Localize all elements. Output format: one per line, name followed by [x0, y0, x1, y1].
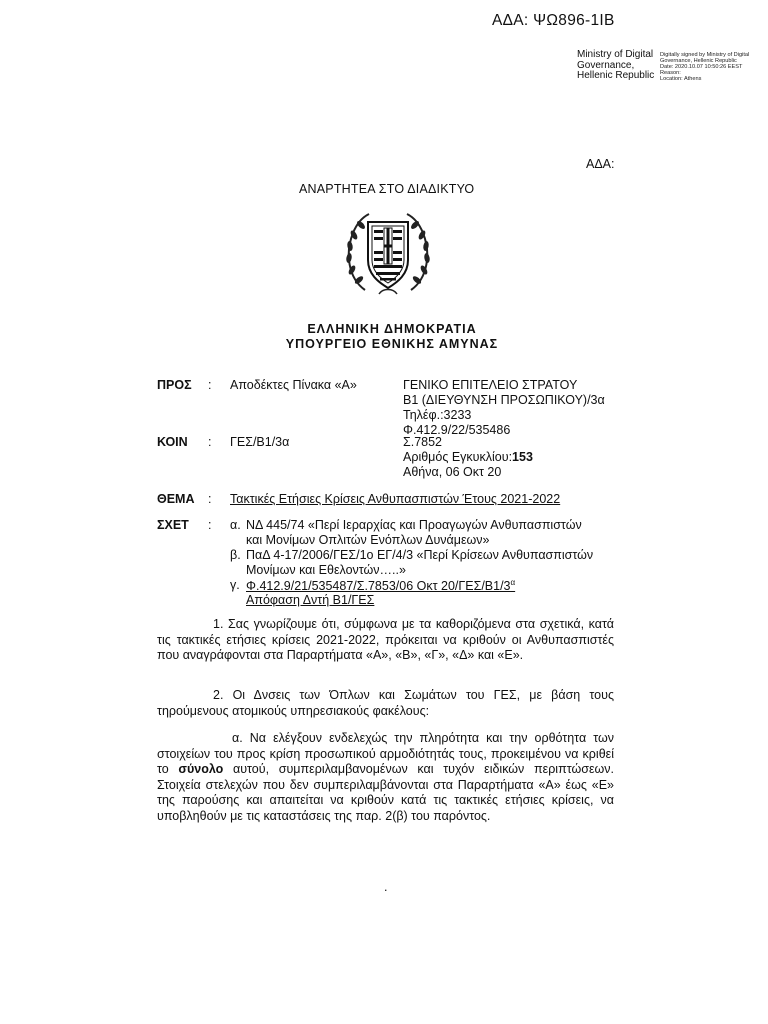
signature-organization: Ministry of Digital Governance, Hellenic Republic — [577, 49, 655, 81]
koin-label: ΚΟΙΝ — [157, 435, 188, 449]
sender-line-1: ΓΕΝΙΚΟ ΕΠΙΤΕΛΕΙΟ ΣΤΡΑΤΟΥ — [403, 378, 578, 392]
references-colon: : — [208, 518, 212, 532]
publish-note: ΑΝΑΡΤΗΤΕΑ ΣΤΟ ΔΙΑΔΙΚΤΥΟ — [299, 182, 475, 196]
pros-colon: : — [208, 378, 212, 392]
reference-line: και Μονίμων Οπλιτών Ενόπλων Δυνάμεων» — [246, 533, 490, 547]
subject-value: Τακτικές Ετήσιες Κρίσεις Ανθυπασπιστών Έτους 2021-2022 — [230, 492, 561, 506]
paragraph-2a: α. Να ελέγξουν ενδελεχώς την πληρότητα και την ορθότητα των στοιχείων του προς κρίση προσωπικού αρμοδιότητάς τους, προκειμένου να κριθεί το σύνολο αυτού, συμπεριλαμβανομένων και τυχόν ειδικών περιπτώσεων. Στοιχεία στελεχών που δεν συμπεριλαμβάνονται στα Παραρτήματα «Α» έως «Ε» της παρούσης και απαιτείται να κριθούν κατά τις τακτικές ετήσιες κρίσεις, να υποβληθούν με τις καταστάσεις της παρ. 2(β) του παρόντος. — [157, 731, 615, 823]
ada-code-top: ΑΔΑ: ΨΩ896-1ΙΒ — [492, 12, 615, 29]
sender-line-4: Φ.412.9/22/535486 — [403, 423, 511, 437]
reference-marker: α. — [230, 518, 241, 532]
ada-label: ΑΔΑ: — [586, 157, 615, 171]
koin-colon: : — [208, 435, 212, 449]
header-republic: ΕΛΛΗΝΙΚΗ ΔΗΜΟΚΡΑΤΙΑ — [307, 322, 477, 336]
pros-value: Αποδέκτες Πίνακα «Α» — [230, 378, 357, 392]
reference-line: ΠαΔ 4-17/2006/ΓΕΣ/1ο ΕΓ/4/3 «Περί Κρίσεων Ανθυπασπιστών — [246, 548, 594, 562]
paragraph-2: 2. Οι Δνσεις των Όπλων και Σωμάτων του ΓΕΣ, με βάση τους τηρούμενους ατομικούς υπηρεσιακούς φακέλους: — [157, 688, 614, 718]
subject-colon: : — [208, 492, 212, 506]
references-label: ΣΧΕΤ — [157, 518, 189, 532]
reference-line: ΝΔ 445/74 «Περί Ιεραρχίας και Προαγωγών Ανθυπασπιστών — [246, 518, 582, 532]
circular-number: 153 — [512, 450, 533, 464]
koin-value: ΓΕΣ/Β1/3α — [230, 435, 290, 449]
subject-label: ΘΕΜΑ — [157, 492, 195, 506]
trailing-dot: . — [384, 880, 388, 894]
reference-marker: β. — [230, 548, 241, 562]
sender-line-5: Σ.7852 — [403, 435, 443, 449]
emphasis-total: σύνολο — [178, 762, 224, 776]
sender-line-2: Β1 (ΔΙΕΥΘΥΝΣΗ ΠΡΟΣΩΠΙΚΟΥ)/3α — [403, 393, 605, 407]
circular-number-line — [403, 450, 533, 464]
reference-marker: γ. — [230, 578, 240, 592]
sender-line-3: Τηλέφ.:3233 — [403, 408, 472, 422]
reference-line: Απόφαση Δντή Β1/ΓΕΣ — [246, 593, 375, 607]
circular-label: Αριθμός Εγκυκλίου: — [403, 450, 513, 464]
signature-details: Digitally signed by Ministry of Digital Governance, Hellenic Republic Date: 2020.10.07 10:50:26 EEST Reason: Location: Athens — [660, 52, 750, 82]
header-ministry: ΥΠΟΥΡΓΕΙΟ ΕΘΝΙΚΗΣ ΑΜΥΝΑΣ — [285, 337, 499, 351]
reference-line: Μονίμων και Εθελοντών…..» — [246, 563, 406, 577]
paragraph-1: 1. Σας γνωρίζουμε ότι, σύμφωνα με τα καθοριζόμενα στα σχετικά, κατά τις τακτικές ετήσιες κρίσεις 2021-2022, πρόκειται να κριθούν οι Ανθυπασπιστές που αναγράφονται στα Παραρτήματα «Α», «Β», «Γ», «Δ» και «Ε». — [157, 617, 614, 662]
reference-line: Φ.412.9/21/535487/Σ.7853/06 Οκτ $20/\Gamma E\Sigma/B1/3^\alpha$ — [246, 578, 516, 594]
hellenic-coat-of-arms — [343, 208, 433, 298]
sender-date: Αθήνα, 06 Οκτ 20 — [403, 465, 502, 479]
pros-label: ΠΡΟΣ — [157, 378, 192, 392]
